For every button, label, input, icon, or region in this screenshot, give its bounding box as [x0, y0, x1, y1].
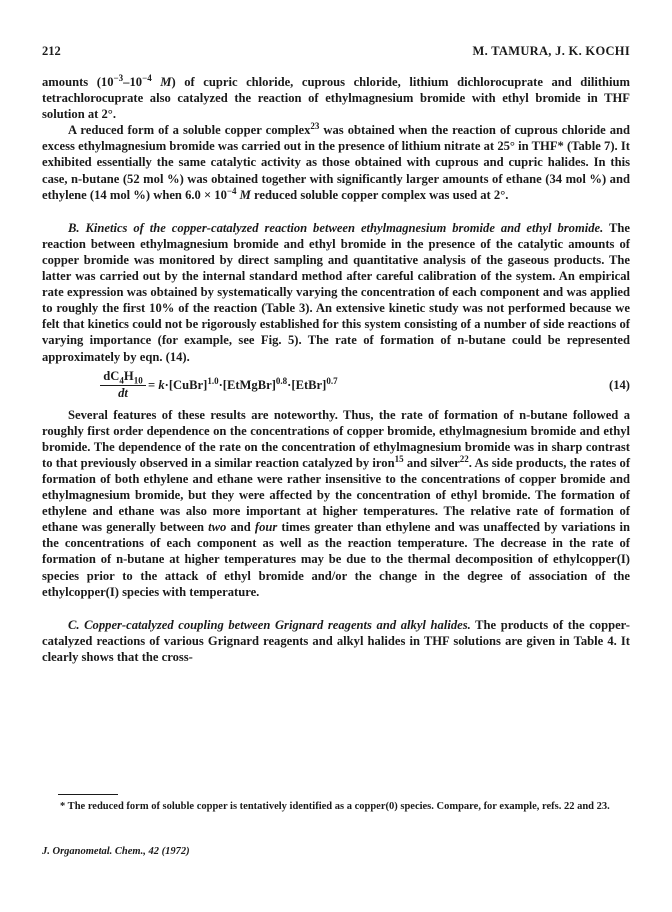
- footnote-divider: [58, 794, 118, 795]
- equation-number: (14): [609, 377, 630, 392]
- citation-ref: 23: [310, 121, 320, 132]
- text-run: [152, 75, 161, 89]
- text-run: . As side products, the rates of formation of both ethylene and ethane were rather insensitive to the concentrations of copper bromide and ethylmagnesium bromide, but they were affected by the concentration of ethyl bromide. The formation of ethylene and ethane was also more important at higher temperatures. The relative rate of formation of ethane was generally between: [42, 455, 631, 535]
- equation-denominator: dt: [118, 385, 128, 400]
- text-run: ) of cupric chloride, cuprous chloride, lithium dichlorocuprate and dilithium tetrachlorocuprate also catalyzed the reaction of ethylmagnesium bromide with ethyl bromide in THF solution at 2°.: [42, 75, 631, 122]
- text-run: –10: [123, 75, 143, 89]
- text-run: was obtained when the reaction of cuprous chloride and excess ethylmagnesium bromide was carried out in the presence of lithium nitrate at 25° in THF* (Table 7). It exhibited essentially the same catalytic activity as those obtained with cuprous and cupric halides. In this case, n-butane (52 mol %) was obtained together with significantly larger amounts of ethane (34 mol %) and ethylene (14 mol %) when 6.0 × 10: [42, 123, 631, 202]
- text-run: ·[CuBr]: [164, 377, 208, 392]
- exponent: 0.8: [275, 375, 288, 386]
- section-heading-c: C. Copper-catalyzed coupling between Grignard reagents and alkyl halides.: [68, 617, 471, 632]
- italic-unit: M: [160, 75, 172, 89]
- citation-ref: 22: [459, 453, 469, 464]
- paragraph-5: [42, 617, 630, 665]
- running-authors: M. TAMURA, J. K. KOCHI: [472, 44, 630, 58]
- text-run: times greater than ethylene and was unaffected by variations in the concentrations of each component as well as the reaction temperature. The decrease in the rate of formation of n-butane at higher temperatures may be due to the thermal decomposition of ethylcopper(I) species prior to the attack of ethyl bromide and/or the change in the degree of association of the ethylcopper(I) species with temperature.: [42, 520, 630, 599]
- equation-numerator: [100, 369, 146, 386]
- superscript: −4: [226, 185, 237, 196]
- equation-14: [42, 369, 630, 403]
- running-header: [42, 44, 630, 64]
- text-run: =: [148, 377, 159, 392]
- text-run: amounts (10: [42, 75, 114, 89]
- superscript: −4: [142, 72, 152, 83]
- rate-constant: k: [158, 377, 165, 392]
- paragraph-2: [42, 122, 630, 202]
- text-run: reduced soluble copper complex was used at 2°.: [250, 187, 509, 202]
- paragraph-3: [42, 220, 630, 365]
- text-run: and: [226, 520, 255, 535]
- paragraph-1: [42, 74, 630, 122]
- text-run: ·[EtBr]: [287, 377, 327, 392]
- equation-fraction: [100, 369, 146, 401]
- footnote: [42, 800, 630, 814]
- text-run: ·[EtMgBr]: [218, 377, 276, 392]
- subscript: 10: [133, 375, 143, 386]
- text-run: The products of the copper-catalyzed reactions of various Grignard reagents and alkyl halides in THF solutions are given in Table 4. It clearly shows that the cross-: [42, 617, 630, 664]
- text-run: The reaction between ethylmagnesium bromide and ethyl bromide in the presence of the catalytic amounts of copper bromide was monitored by direct sampling and quantitative analysis of the gaseous products. The latter was carried out by the internal standard method after careful calibration of the system. An empirical rate expression was obtained by systematically varying the concentration of each component and was applied to roughly the first 10% of the reaction (Table 3). An extensive kinetic study was not performed because we felt that kinetics could not be rigorously established for this system consisting of a number of side reactions of varying importance (for example, see Fig. 5). The rate of formation of n-butane could be represented approximately by eqn. (14).: [42, 220, 630, 364]
- text-run: Several features of these results are noteworthy. Thus, the rate of formation of n-butane followed a roughly first order dependence on the concentrations of copper bromide, ethylmagnesium bromide and ethyl bromide. The dependence of the rate on the concentration of ethylmagnesium bromide was in sharp contrast to that previously observed in a similar reaction catalyzed by iron: [42, 407, 630, 470]
- superscript: −3: [113, 72, 124, 83]
- page-number: 212: [42, 44, 61, 58]
- body-text: [42, 74, 630, 665]
- text-run: H: [123, 368, 134, 383]
- text-run: and silver: [403, 455, 460, 470]
- italic-word: four: [254, 520, 278, 535]
- equation-rhs: [148, 377, 338, 393]
- section-heading-b: B. Kinetics of the copper-catalyzed reaction between ethylmagnesium bromide and ethyl bromide.: [68, 220, 604, 235]
- citation-ref: 15: [394, 453, 404, 464]
- subscript: 4: [119, 375, 124, 386]
- text-run: dC: [103, 368, 120, 383]
- exponent: 0.7: [326, 375, 338, 386]
- text-run: A reduced form of a soluble copper complex: [68, 123, 311, 138]
- footnote-text: * The reduced form of soluble copper is tentatively identified as a copper(0) species. Compare, for example, refs. 22 and 23.: [60, 801, 610, 812]
- exponent: 1.0: [207, 375, 219, 386]
- italic-word: two: [208, 520, 227, 535]
- paragraph-4: [42, 407, 630, 600]
- journal-citation: J. Organometal. Chem., 42 (1972): [42, 846, 190, 857]
- italic-unit: M: [239, 187, 251, 202]
